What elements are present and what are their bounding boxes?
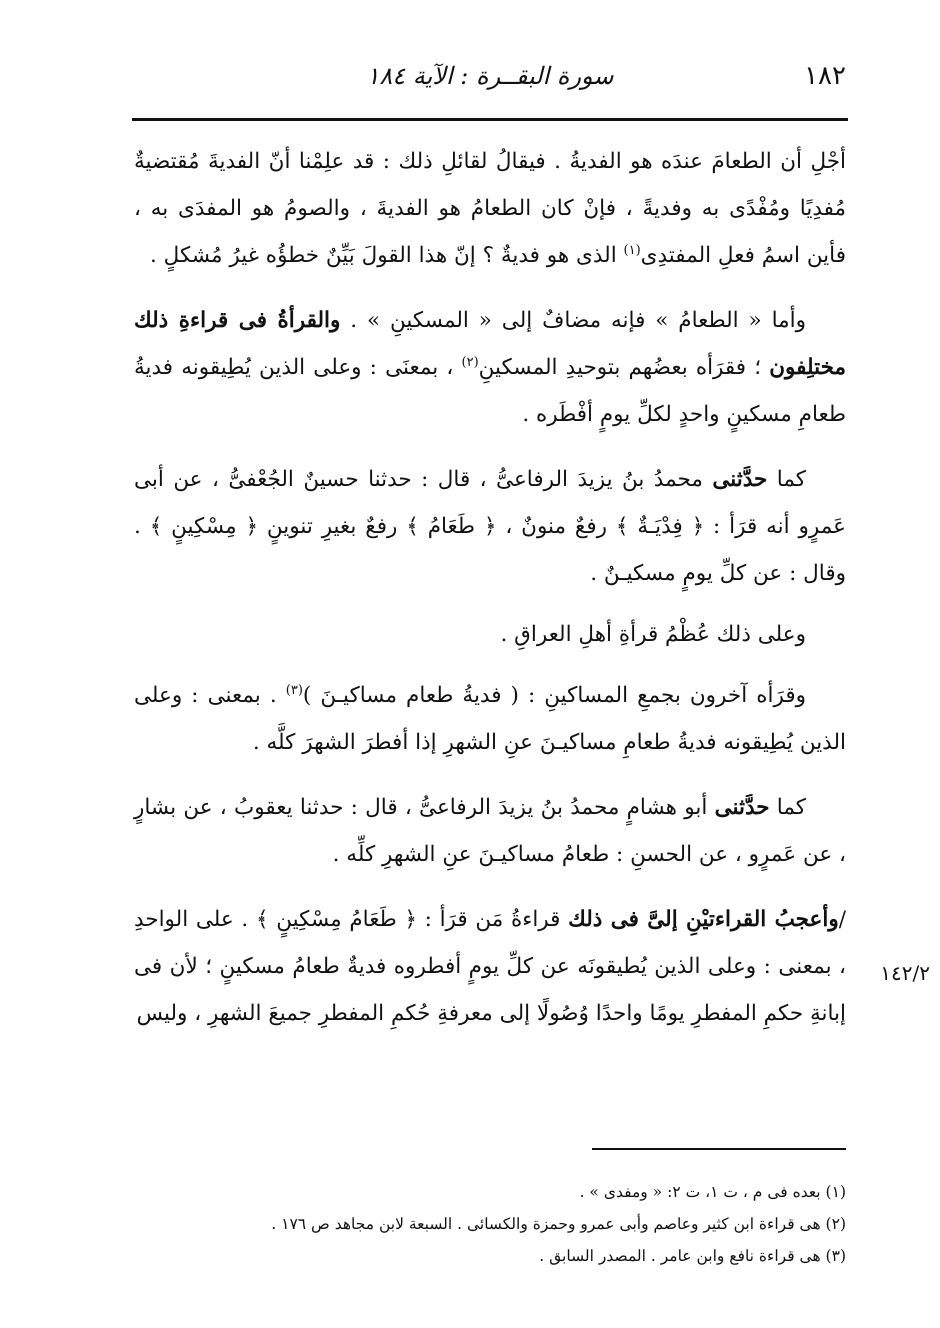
footnote-ref-2[interactable]: (٢): [461, 354, 479, 370]
footnote-rule: [592, 1148, 846, 1150]
paragraph-6: كما حدَّثنى أبو هشامٍ محمدُ بنُ يزيدَ الرفاعىُّ ، قال : حدثنا يعقوبُ ، عن بشارٍ ، عن عَمرٍو ، عن الحسنِ : طعامُ مساكيـنَ عنِ الشهرِ كلِّه .: [134, 795, 846, 867]
page-header: [134, 58, 846, 98]
main-text: [134, 138, 846, 1039]
footnote-1: (١) بعده فى م ، ت ١، ت ٢: « ومفدى » .: [579, 1183, 846, 1201]
paragraph-1: أجْلِ أن الطعامَ عندَه هو الفديةُ . فيقالُ لقائلِ ذلك : قد علِمْنا أنّ الفديةَ مُقتضيةٌ مُفدِيًا ومُفْدًى به وفديةً ، فإنْ كان الطعامُ هو الفديةَ ، والصومُ هو المفدَى به ، فأين اسمُ فعلِ المفتدِى$^{(١)}$ الذى هو فديةٌ ؟ إنّ هذا القولَ بَيِّنٌ خطؤُه غيرُ مُشكلٍ .: [134, 149, 846, 268]
paragraph-4: وعلى ذلك عُظْمُ قرأةِ أهلِ العراقِ .: [500, 622, 806, 647]
paragraph-3: كما حدَّثنى محمدُ بنُ يزيدَ الرفاعىُّ ، قال : حدثنا حسينٌ الجُعْفىُّ ، عن أبى عَمرٍو أنه قرَأ : ﴿ فِدْيَـةٌ ﴾ رفعٌ منونٌ ، ﴿ طَعَامُ ﴾ رفعٌ بغيرِ تنوينٍ ﴿ مِسْكِينٍ ﴾ . وقال : عن كلِّ يومٍ مسكيـنٌ .: [134, 467, 846, 586]
footnotes: [134, 1176, 846, 1272]
paragraph-2: وأما « الطعامُ » فإنه مضافٌ إلى « المسكينِ » . والقرأةُ فى قراءةِ ذلك مختلِفون ؛ فقرَأه بعضُهم بتوحيدِ المسكينِ$^{(٢)}$ ، بمعنَى : وعلى الذين يُطِيقونه فديةُ طعامِ مسكينٍ واحدٍ لكلِّ يومٍ أفْطَره .: [134, 308, 846, 427]
footnote-ref-1[interactable]: (١): [623, 242, 641, 258]
footnote-2: (٢) هى قراءة ابن كثير وعاصم وأبى عمرو وحمزة والكسائى . السبعة لابن مجاهد ص ١٧٦ .: [271, 1215, 846, 1233]
footnote-ref-3[interactable]: (٣): [285, 682, 303, 698]
footnote-3: (٣) هى قراءة نافع وابن عامر . المصدر السابق .: [539, 1247, 846, 1265]
header-rule: [132, 118, 848, 121]
paragraph-5: وقرَأه آخرون بجمعِ المساكينِ : ( فديةُ طعام مساكيـنَ )$^{(٣)}$ . بمعنى : وعلى الذين يُطِيقونه فديةُ طعامِ مساكيـنَ عنِ الشهرِ إذا أفطرَ الشهرَ كلَّه .: [134, 682, 846, 755]
margin-page-reference: ١٤٢/٢: [880, 961, 930, 985]
running-title: سورة البقــرة : الآية ١٨٤: [366, 62, 614, 90]
paragraph-7: /وأعجبُ القراءتيْنِ إلىَّ فى ذلك قراءةُ مَن قرَأ : ﴿ طَعَامُ مِسْكِينٍ ﴾ . على الواحدِ ، بمعنى : وعلى الذين يُطيقونَه عن كلِّ يومٍ أفطروه فديةٌ طعامُ مسكينٍ ؛ لأن فى إبانةِ حكمِ المفطرِ يومًا واحدًا وُصُولًا إلى معرفةِ حُكمِ المفطرِ جميعَ الشهرِ ، وليس: [134, 907, 846, 1026]
page-number: ١٨٢: [804, 61, 846, 91]
